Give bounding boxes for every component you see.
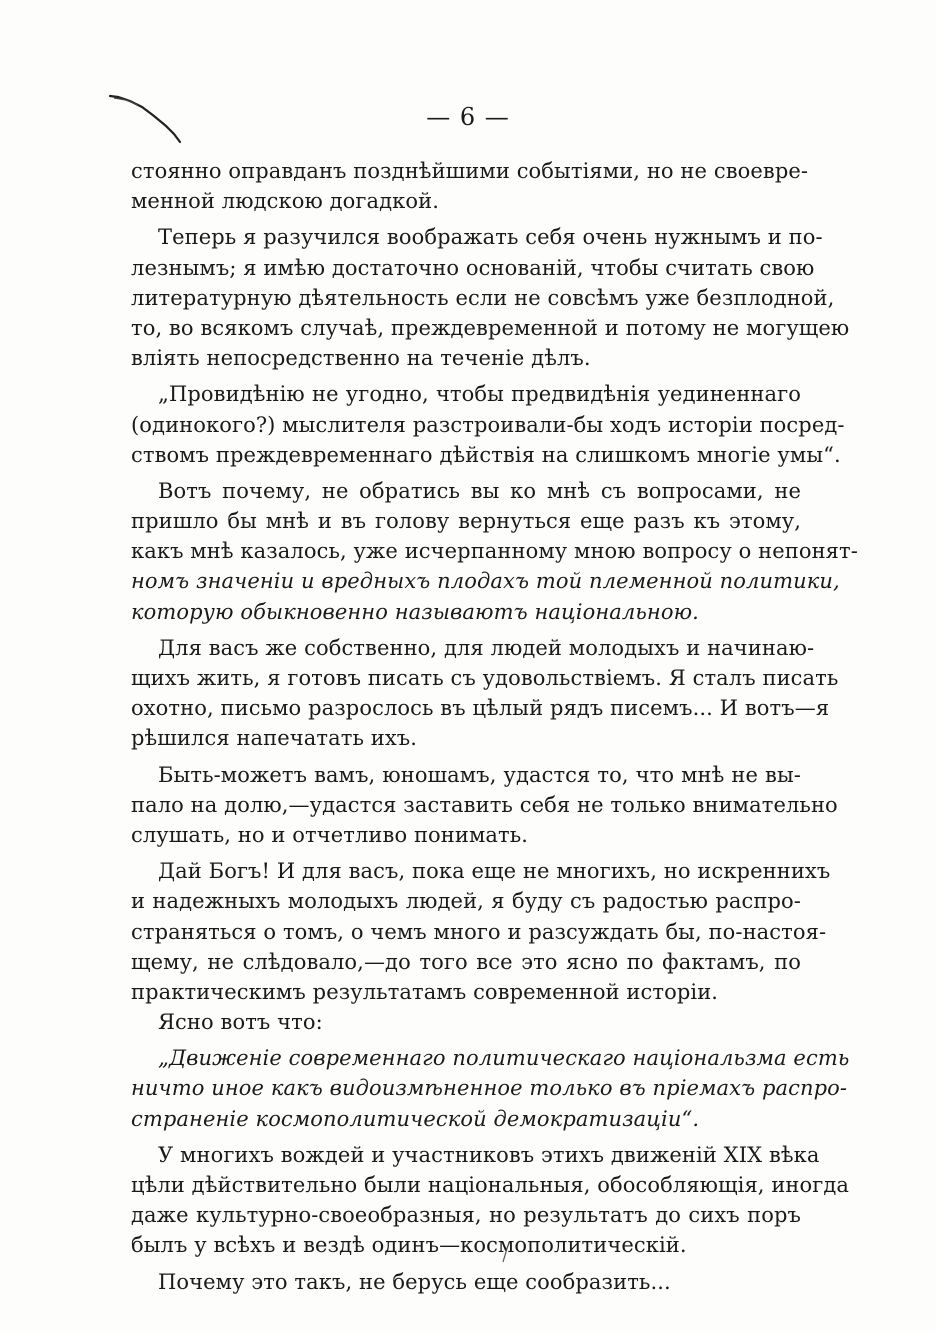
text-line: Почему это такъ, не берусь еще сообразить... bbox=[158, 1269, 671, 1294]
text-line: стоянно оправданъ позднѣйшими событіями, но не своевре- bbox=[131, 159, 809, 183]
text-line: (одинокого?) мыслителя разстроивали-бы ходъ исторіи посред- bbox=[131, 412, 845, 437]
text-line: лезнымъ; я имѣю достаточно основаній, чтобы считать свою bbox=[131, 255, 815, 280]
text-line: цѣли дѣйствительно были національныя, обособляющія, иногда bbox=[131, 1173, 850, 1197]
text-line: пало на долю,—удастся заставить себя не только внимательно bbox=[131, 792, 838, 817]
text-line: Быть-можетъ вамъ, юношамъ, удастся то, что мнѣ не вы- bbox=[158, 762, 801, 787]
text-line: Для васъ же собственно, для людей молодыхъ и начинаю- bbox=[158, 635, 815, 660]
text-line: литературную дѣятельность если не совсѣмъ уже безплодной, bbox=[131, 285, 835, 310]
text-line: какъ мнѣ казалось, уже исчерпанному мною вопросу о непонят- bbox=[131, 539, 858, 564]
quote-line: „Движеніе современнаго политическаго національзма есть bbox=[158, 1046, 850, 1071]
text-line: охотно, письмо разрослось въ цѣлый рядъ писемъ... И вотъ—я bbox=[131, 696, 830, 721]
text-line: номъ значеніи и вредныхъ плодахъ той племенной политики, bbox=[131, 569, 840, 594]
text-line: то, во всякомъ случаѣ, преждевременной и потому не могущею bbox=[131, 315, 850, 340]
text-line: и надежныхъ молодыхъ людей, я буду съ радостью распро- bbox=[131, 889, 801, 914]
text-line: менной людскою догадкой. bbox=[131, 189, 439, 214]
text-line: У многихъ вождей и участниковъ этихъ движеній XIX вѣка bbox=[158, 1142, 820, 1167]
text-line: страняться о томъ, о чемъ много и разсуждать бы, по-настоя- bbox=[131, 919, 827, 944]
text-line: ствомъ преждевременнаго дѣйствія на слишкомъ многіе умы“. bbox=[131, 442, 841, 467]
text-line: былъ у всѣхъ и вездѣ одинъ—космополитическій. bbox=[131, 1233, 687, 1258]
text-line: которую обыкновенно называютъ національною. bbox=[131, 599, 699, 624]
body-text bbox=[131, 156, 858, 1297]
text-line: рѣшился напечатать ихъ. bbox=[131, 726, 418, 751]
text-line: пришло бы мнѣ и въ голову вернуться еще разъ къ этому, bbox=[131, 509, 801, 534]
text-line: вліять непосредственно на теченіе дѣлъ. bbox=[131, 346, 591, 371]
page-number: — 6 — bbox=[426, 103, 510, 131]
text-line: Теперь я разучился воображать себя очень нужнымъ и по- bbox=[158, 225, 823, 250]
stray-mark bbox=[500, 1240, 512, 1264]
text-line: „Провидѣнію не угодно, чтобы предвидѣнія уединеннаго bbox=[158, 382, 801, 407]
text-line: щему, не слѣдовало,—до того все это ясно по фактамъ, по bbox=[131, 949, 801, 974]
text-line: слушать, но и отчетливо понимать. bbox=[131, 822, 529, 847]
text-line: даже культурно-своеобразныя, но результатъ до сихъ поръ bbox=[131, 1203, 801, 1228]
quote-line: страненіе космополитической демократизаціи“. bbox=[131, 1106, 700, 1131]
text-line: Дай Богъ! И для васъ, пока еще не многихъ, но искреннихъ bbox=[158, 859, 831, 884]
text-line: щихъ жить, я готовъ писать съ удовольствіемъ. Я сталъ писать bbox=[131, 666, 839, 690]
text-line: Вотъ почему, не обратись вы ко мнѣ съ вопросами, не bbox=[158, 478, 801, 503]
text-line: Ясно вотъ что: bbox=[158, 1010, 323, 1035]
quote-line: ничто иное какъ видоизмѣненное только въ пріемахъ распро- bbox=[131, 1076, 848, 1101]
text-line: практическимъ результатамъ современной исторіи. bbox=[131, 979, 719, 1004]
